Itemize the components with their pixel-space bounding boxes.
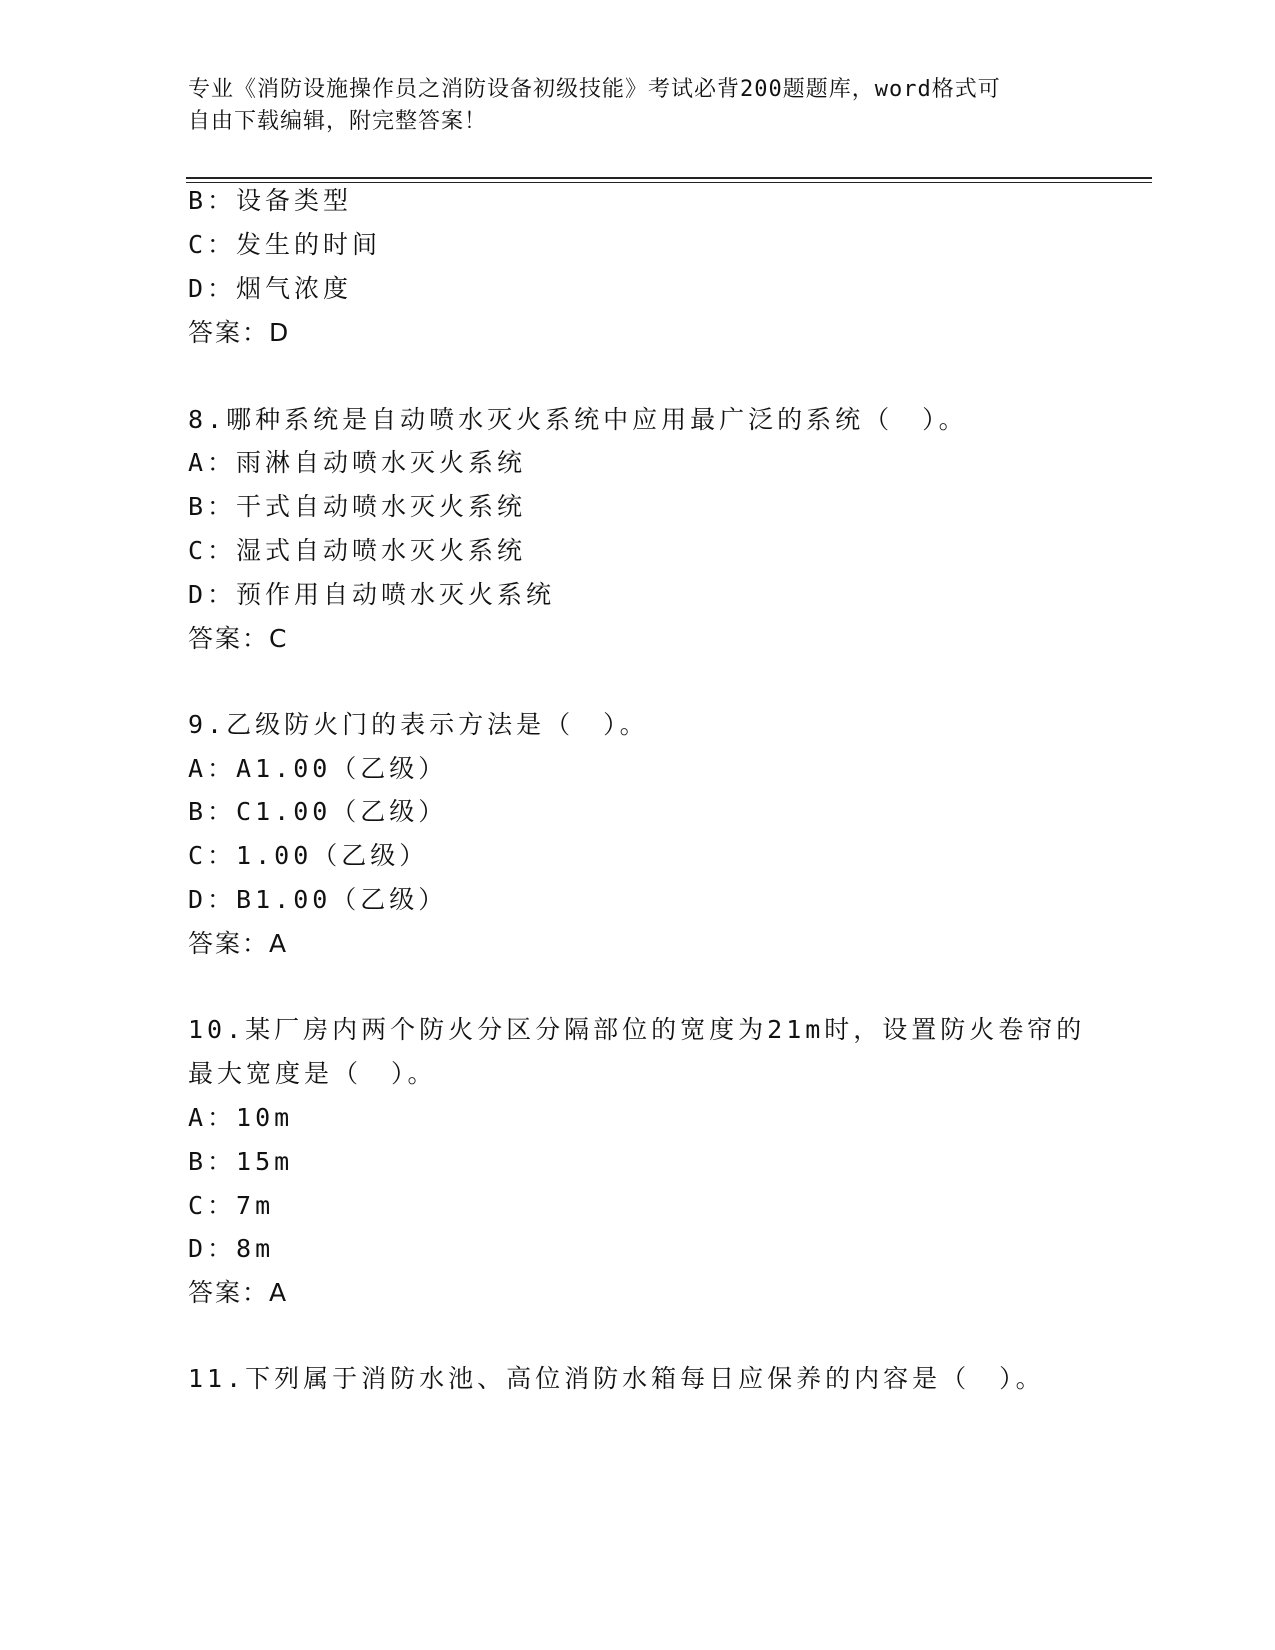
document-header <box>188 74 1068 138</box>
q10-answer: 答案：A <box>188 1278 289 1307</box>
q10-option-c: C：7m <box>188 1191 275 1220</box>
q9-option-a: A：A1.00（乙级） <box>188 754 448 783</box>
header-divider-thin <box>186 182 1152 183</box>
q10-option-b: B：15m <box>188 1147 294 1176</box>
q8-answer: 答案：C <box>188 624 289 653</box>
q8-option-d: D：预作用自动喷水灭火系统 <box>188 580 556 609</box>
q9-question: 9.乙级防火门的表示方法是（ ）。 <box>188 710 649 739</box>
q9-option-b: B：C1.00（乙级） <box>188 797 448 826</box>
q10-question-line-2: 最大宽度是（ ）。 <box>188 1059 437 1088</box>
q8-option-b: B：干式自动喷水灭火系统 <box>188 492 527 521</box>
header-title-line-1: 专业《消防设施操作员之消防设备初级技能》考试必背200题题库，word格式可 <box>188 77 1001 102</box>
q9-option-c: C：1.00（乙级） <box>188 841 429 870</box>
header-title-line-2: 自由下载编辑，附完整答案！ <box>188 109 488 134</box>
q7-option-b: B：设备类型 <box>188 186 353 215</box>
q8-option-a: A：雨淋自动喷水灭火系统 <box>188 448 527 477</box>
q7-option-d: D：烟气浓度 <box>188 274 353 303</box>
header-divider-thick <box>186 177 1152 179</box>
q10-question-line-1: 10.某厂房内两个防火分区分隔部位的宽度为21m时，设置防火卷帘的 <box>188 1015 1086 1044</box>
q8-option-c: C：湿式自动喷水灭火系统 <box>188 536 527 565</box>
q10-option-a: A：10m <box>188 1103 294 1132</box>
q9-answer: 答案：A <box>188 929 289 958</box>
q8-question: 8.哪种系统是自动喷水灭火系统中应用最广泛的系统（ ）。 <box>188 405 968 434</box>
q7-answer: 答案：D <box>188 318 291 347</box>
q11-question: 11.下列属于消防水池、高位消防水箱每日应保养的内容是（ ）。 <box>188 1364 1045 1393</box>
q7-option-c: C：发生的时间 <box>188 230 382 259</box>
q9-option-d: D：B1.00（乙级） <box>188 885 448 914</box>
q10-option-d: D：8m <box>188 1234 275 1263</box>
